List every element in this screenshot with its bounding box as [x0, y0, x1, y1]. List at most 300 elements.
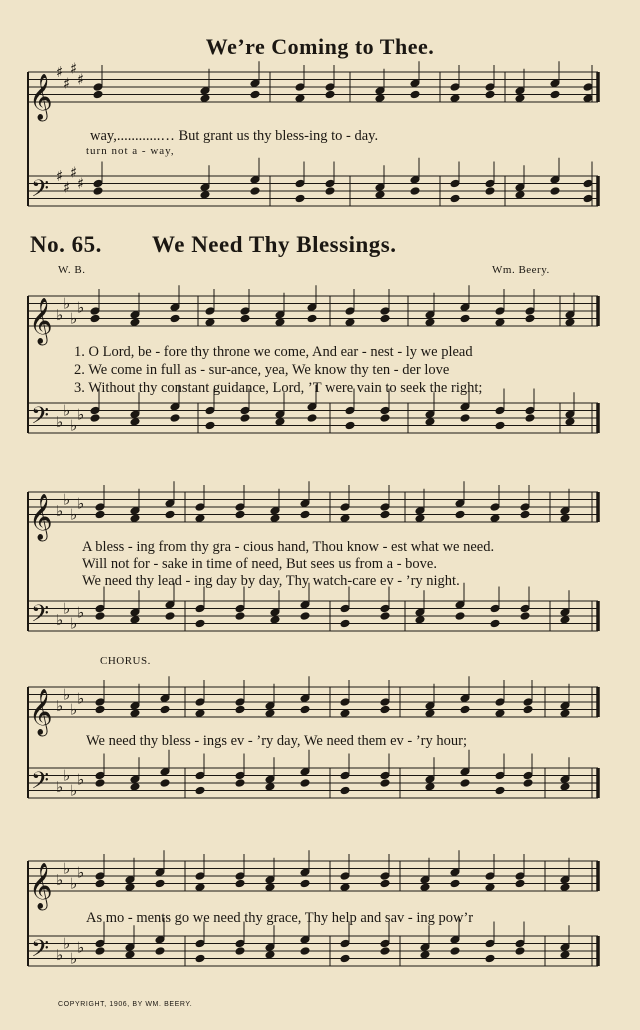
notehead	[195, 698, 205, 707]
notehead	[235, 872, 245, 881]
notehead	[380, 779, 390, 788]
notehead	[380, 604, 390, 613]
notehead	[560, 506, 570, 515]
notehead	[380, 503, 390, 512]
notehead	[380, 947, 390, 956]
notehead	[340, 709, 350, 718]
verse-1-line: 1. O Lord, be - fore thy throne we come, And ear - nest - ly we plead	[74, 344, 473, 360]
flat-accidental: ♭	[63, 599, 71, 618]
notehead	[195, 786, 205, 795]
notehead	[410, 79, 420, 88]
notehead	[495, 318, 505, 327]
notehead	[195, 872, 205, 881]
notehead	[560, 608, 570, 617]
bass-clef: 𝄢	[31, 174, 50, 208]
notehead	[265, 709, 275, 718]
notehead	[560, 514, 570, 523]
notehead	[460, 779, 470, 788]
notehead	[460, 414, 470, 423]
notehead	[340, 604, 350, 613]
notehead	[200, 183, 210, 192]
notehead	[450, 947, 460, 956]
notehead	[125, 950, 135, 959]
notehead	[125, 883, 135, 892]
notehead	[265, 701, 275, 710]
flat-accidental: ♭	[77, 405, 85, 424]
notehead	[523, 771, 533, 780]
notehead	[275, 318, 285, 327]
notehead	[345, 406, 355, 415]
notehead	[490, 604, 500, 613]
notehead	[565, 318, 575, 327]
notehead	[495, 406, 505, 415]
notehead	[95, 947, 105, 956]
notehead	[425, 701, 435, 710]
notehead	[270, 506, 280, 515]
notehead	[95, 771, 105, 780]
flat-accidental: ♭	[77, 938, 85, 957]
notehead	[93, 179, 103, 188]
notehead	[523, 779, 533, 788]
notehead	[380, 406, 390, 415]
notehead	[300, 612, 310, 621]
notehead	[250, 90, 260, 99]
notehead	[205, 307, 215, 316]
hymn-title: We Need Thy Blessings.	[152, 232, 397, 257]
notehead	[130, 310, 140, 319]
notehead	[485, 883, 495, 892]
chorus-line: We need thy bless - ings ev - ’ry day, We need them ev - ’ry hour;	[86, 733, 467, 749]
verse-2-line: 2. We come in full as - sur-ance, yea, We know thy ten - der love	[74, 362, 450, 378]
notehead	[455, 499, 465, 508]
lyricist-credit: W. B.	[58, 264, 86, 276]
notehead	[450, 179, 460, 188]
treble-clef: 𝄞	[29, 494, 53, 540]
notehead	[165, 612, 175, 621]
notehead	[560, 883, 570, 892]
notehead	[520, 604, 530, 613]
notehead	[95, 612, 105, 621]
flat-accidental: ♭	[63, 294, 71, 313]
notehead	[380, 510, 390, 519]
notehead	[523, 698, 533, 707]
notehead	[520, 510, 530, 519]
notehead	[240, 307, 250, 316]
notehead	[375, 86, 385, 95]
notehead	[235, 510, 245, 519]
sharp-accidental: ♯	[63, 74, 71, 93]
notehead	[523, 705, 533, 714]
notehead	[250, 175, 260, 184]
notehead	[125, 943, 135, 952]
notehead	[455, 612, 465, 621]
notehead	[560, 615, 570, 624]
notehead	[515, 872, 525, 881]
composer-credit: Wm. Beery.	[492, 264, 550, 276]
notehead	[450, 935, 460, 944]
notehead	[550, 187, 560, 196]
notehead	[300, 935, 310, 944]
notehead	[485, 83, 495, 92]
notehead	[235, 698, 245, 707]
notehead	[195, 514, 205, 523]
sharp-accidental: ♯	[63, 178, 71, 197]
flat-accidental: ♭	[70, 700, 78, 719]
notehead	[300, 510, 310, 519]
notehead	[300, 600, 310, 609]
flat-accidental: ♭	[56, 412, 64, 431]
notehead	[560, 709, 570, 718]
flat-accidental: ♭	[70, 505, 78, 524]
notehead	[195, 619, 205, 628]
notehead	[270, 514, 280, 523]
notehead	[195, 939, 205, 948]
flat-accidental: ♭	[63, 766, 71, 785]
notehead	[485, 939, 495, 948]
notehead	[155, 868, 165, 877]
sharp-accidental: ♯	[77, 70, 85, 89]
notehead	[380, 872, 390, 881]
notehead	[235, 947, 245, 956]
notehead	[250, 187, 260, 196]
notehead	[205, 318, 215, 327]
flat-accidental: ♭	[63, 401, 71, 420]
notehead	[490, 514, 500, 523]
notehead	[240, 314, 250, 323]
notehead	[340, 872, 350, 881]
notehead	[495, 421, 505, 430]
notehead	[460, 402, 470, 411]
notehead	[270, 608, 280, 617]
notehead	[200, 86, 210, 95]
notehead	[235, 779, 245, 788]
notehead	[525, 307, 535, 316]
notehead	[195, 604, 205, 613]
flat-accidental: ♭	[77, 494, 85, 513]
notehead	[130, 506, 140, 515]
sharp-accidental: ♯	[77, 174, 85, 193]
notehead	[130, 417, 140, 426]
notehead	[550, 79, 560, 88]
notehead	[95, 503, 105, 512]
notehead	[90, 314, 100, 323]
notehead	[130, 701, 140, 710]
bass-clef: 𝄢	[31, 401, 50, 435]
notehead	[340, 786, 350, 795]
flat-accidental: ♭	[63, 934, 71, 953]
notehead	[95, 698, 105, 707]
notehead	[95, 779, 105, 788]
notehead	[90, 307, 100, 316]
notehead	[165, 600, 175, 609]
notehead	[265, 782, 275, 791]
notehead	[425, 417, 435, 426]
song-title-continued: We’re Coming to Thee.	[205, 34, 435, 59]
notehead	[520, 612, 530, 621]
notehead	[425, 775, 435, 784]
notehead	[235, 771, 245, 780]
notehead	[300, 705, 310, 714]
notehead	[235, 879, 245, 888]
notehead	[565, 417, 575, 426]
notehead	[583, 83, 593, 92]
notehead	[490, 619, 500, 628]
notehead	[300, 947, 310, 956]
notehead	[515, 190, 525, 199]
notehead	[515, 183, 525, 192]
notehead	[460, 694, 470, 703]
notehead	[130, 782, 140, 791]
notehead	[450, 94, 460, 103]
notehead	[340, 883, 350, 892]
notehead	[95, 705, 105, 714]
notehead	[325, 83, 335, 92]
treble-clef: 𝄞	[29, 863, 53, 909]
notehead	[205, 406, 215, 415]
notehead	[380, 612, 390, 621]
notehead	[515, 939, 525, 948]
notehead	[93, 90, 103, 99]
notehead	[345, 307, 355, 316]
notehead	[485, 954, 495, 963]
notehead	[450, 879, 460, 888]
notehead	[240, 414, 250, 423]
notehead	[380, 414, 390, 423]
notehead	[375, 94, 385, 103]
flat-accidental: ♭	[70, 614, 78, 633]
flat-accidental: ♭	[77, 298, 85, 317]
notehead	[165, 499, 175, 508]
notehead	[525, 314, 535, 323]
sharp-accidental: ♯	[70, 59, 78, 78]
notehead	[485, 872, 495, 881]
flat-accidental: ♭	[56, 610, 64, 629]
notehead	[160, 767, 170, 776]
notehead	[130, 514, 140, 523]
verse-3-line: We need thy lead - ing day by day, Thy watch-care ev - ’ry night.	[82, 573, 460, 589]
notehead	[420, 883, 430, 892]
notehead	[90, 414, 100, 423]
notehead	[450, 868, 460, 877]
notehead	[235, 705, 245, 714]
flat-accidental: ♭	[77, 863, 85, 882]
notehead	[307, 314, 317, 323]
notehead	[583, 194, 593, 203]
notehead	[420, 875, 430, 884]
notehead	[93, 187, 103, 196]
notehead	[380, 314, 390, 323]
notehead	[95, 879, 105, 888]
notehead	[265, 950, 275, 959]
treble-clef: 𝄞	[29, 298, 53, 344]
flat-accidental: ♭	[63, 685, 71, 704]
notehead	[340, 771, 350, 780]
notehead	[340, 619, 350, 628]
flat-accidental: ♭	[56, 305, 64, 324]
notehead	[560, 950, 570, 959]
chorus-label: CHORUS.	[100, 655, 151, 667]
notehead	[495, 307, 505, 316]
notehead	[340, 503, 350, 512]
notehead	[95, 510, 105, 519]
notehead	[425, 410, 435, 419]
notehead	[340, 698, 350, 707]
notehead	[295, 83, 305, 92]
notehead	[520, 503, 530, 512]
flat-accidental: ♭	[77, 603, 85, 622]
notehead	[380, 698, 390, 707]
notehead	[450, 194, 460, 203]
notehead	[460, 705, 470, 714]
notehead	[515, 94, 525, 103]
notehead	[380, 939, 390, 948]
notehead	[265, 883, 275, 892]
flat-accidental: ♭	[77, 689, 85, 708]
notehead	[380, 879, 390, 888]
notehead	[495, 786, 505, 795]
notehead	[460, 767, 470, 776]
flat-accidental: ♭	[70, 781, 78, 800]
notehead	[130, 608, 140, 617]
notehead	[380, 307, 390, 316]
notehead	[300, 879, 310, 888]
notehead	[130, 709, 140, 718]
notehead	[485, 179, 495, 188]
notehead	[130, 410, 140, 419]
notehead	[325, 90, 335, 99]
notehead	[560, 943, 570, 952]
notehead	[495, 698, 505, 707]
notehead	[295, 179, 305, 188]
notehead	[170, 402, 180, 411]
notehead	[300, 767, 310, 776]
notehead	[425, 782, 435, 791]
treble-clef: 𝄞	[29, 74, 53, 120]
notehead	[415, 615, 425, 624]
notehead	[275, 410, 285, 419]
lyric-line: way,............… But grant us thy bless-ing to - day.	[90, 128, 379, 144]
verse-1-line: A bless - ing from thy gra - cious hand, Thou know - est what we need.	[82, 539, 495, 555]
notehead	[583, 179, 593, 188]
flat-accidental: ♭	[56, 777, 64, 796]
notehead	[295, 194, 305, 203]
treble-clef: 𝄞	[29, 689, 53, 735]
notehead	[490, 503, 500, 512]
notehead	[195, 954, 205, 963]
notehead	[460, 314, 470, 323]
notehead	[515, 947, 525, 956]
notehead	[93, 83, 103, 92]
notehead	[235, 939, 245, 948]
notehead	[270, 615, 280, 624]
hymn-number: No. 65.	[30, 232, 102, 257]
notehead	[410, 187, 420, 196]
notehead	[155, 935, 165, 944]
notehead	[195, 709, 205, 718]
notehead	[275, 310, 285, 319]
sharp-accidental: ♯	[70, 163, 78, 182]
notehead	[415, 506, 425, 515]
notehead	[485, 187, 495, 196]
flat-accidental: ♭	[63, 490, 71, 509]
notehead	[165, 510, 175, 519]
notehead	[300, 868, 310, 877]
notehead	[560, 701, 570, 710]
notehead	[560, 775, 570, 784]
copyright-notice: COPYRIGHT, 1906, BY WM. BEERY.	[58, 1001, 193, 1008]
notehead	[275, 417, 285, 426]
flat-accidental: ♭	[77, 770, 85, 789]
notehead	[415, 608, 425, 617]
notehead	[300, 779, 310, 788]
flat-accidental: ♭	[70, 416, 78, 435]
notehead	[195, 771, 205, 780]
notehead	[295, 94, 305, 103]
notehead	[240, 406, 250, 415]
notehead	[450, 83, 460, 92]
notehead	[200, 94, 210, 103]
notehead	[345, 318, 355, 327]
notehead	[170, 414, 180, 423]
flat-accidental: ♭	[63, 859, 71, 878]
notehead	[125, 875, 135, 884]
flat-accidental: ♭	[70, 309, 78, 328]
notehead	[495, 771, 505, 780]
notehead	[380, 771, 390, 780]
notehead	[550, 90, 560, 99]
notehead	[340, 939, 350, 948]
notehead	[307, 402, 317, 411]
notehead	[95, 872, 105, 881]
sharp-accidental: ♯	[56, 63, 64, 81]
bass-clef: 𝄢	[31, 934, 50, 968]
lyric-line: turn not a - way,	[86, 145, 175, 157]
sharp-accidental: ♯	[56, 167, 64, 185]
notehead	[265, 775, 275, 784]
verse-2-line: Will not for - sake in time of need, But sees us from a - bove.	[82, 556, 437, 572]
flat-accidental: ♭	[56, 945, 64, 964]
notehead	[495, 709, 505, 718]
notehead	[265, 943, 275, 952]
notehead	[265, 875, 275, 884]
notehead	[485, 90, 495, 99]
notehead	[515, 879, 525, 888]
notehead	[160, 694, 170, 703]
verse-3-line: 3. Without thy constant guidance, Lord, ’T were vain to seek the right;	[74, 380, 483, 396]
notehead	[410, 90, 420, 99]
notehead	[307, 414, 317, 423]
notehead	[455, 600, 465, 609]
bass-clef: 𝄢	[31, 599, 50, 633]
chorus-line: As mo - ments go we need thy grace, Thy help and sav - ing pow’r	[86, 910, 474, 926]
notehead	[325, 187, 335, 196]
notehead	[340, 514, 350, 523]
notehead	[235, 604, 245, 613]
notehead	[300, 499, 310, 508]
notehead	[160, 779, 170, 788]
flat-accidental: ♭	[70, 949, 78, 968]
notehead	[425, 709, 435, 718]
notehead	[95, 604, 105, 613]
notehead	[155, 879, 165, 888]
notehead	[455, 510, 465, 519]
notehead	[130, 318, 140, 327]
notehead	[95, 939, 105, 948]
notehead	[525, 406, 535, 415]
flat-accidental: ♭	[70, 874, 78, 893]
notehead	[130, 775, 140, 784]
notehead	[380, 705, 390, 714]
